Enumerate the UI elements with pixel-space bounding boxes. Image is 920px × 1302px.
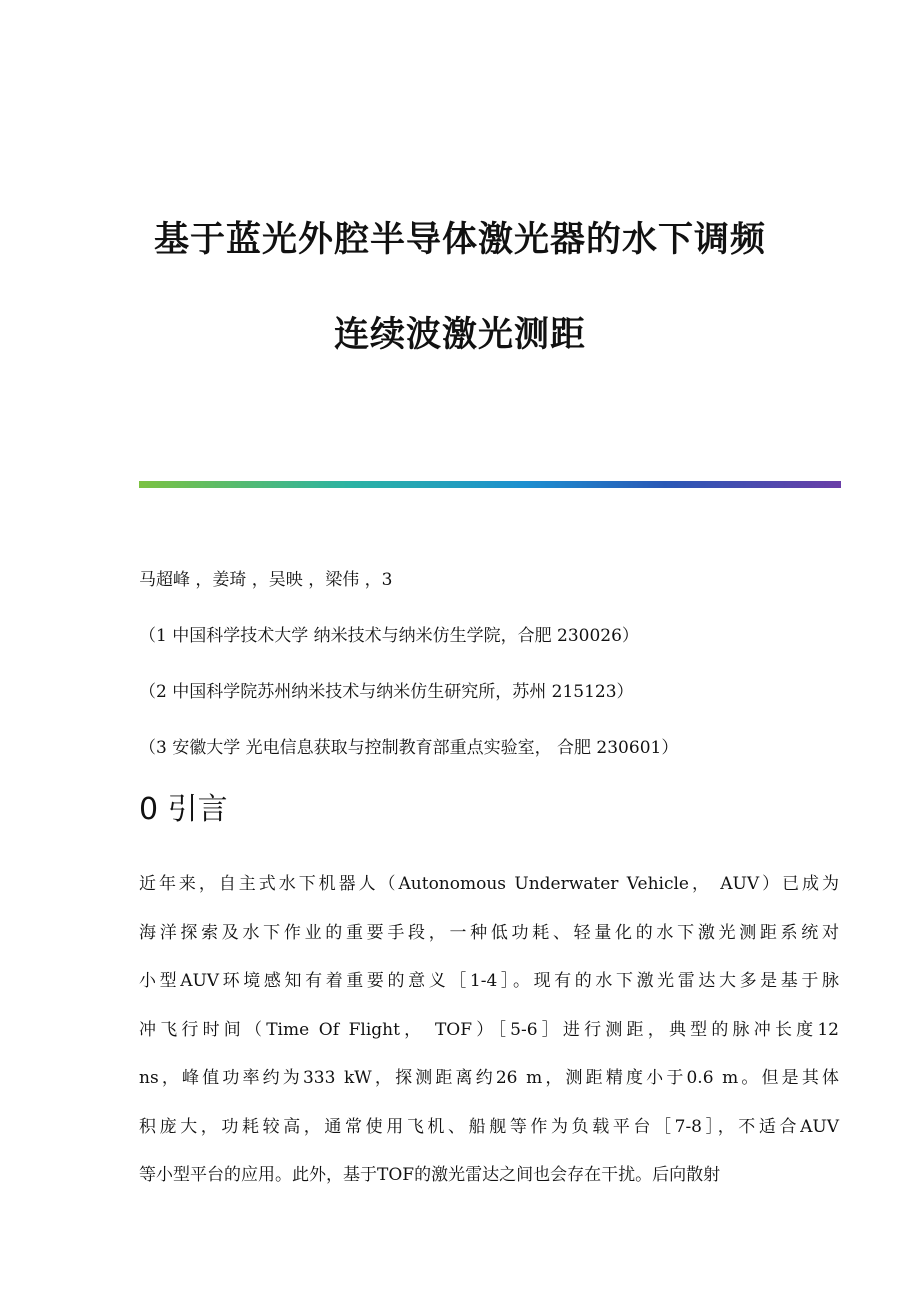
introduction-paragraph bbox=[139, 866, 839, 1206]
affiliation-2: （2 中国科学院苏州纳米技术与纳米仿生研究所，苏州 215123） bbox=[139, 682, 634, 702]
paragraph-line: 海洋探索及水下作业的重要手段，一种低功耗、轻量化的水下激光测距系统对 bbox=[139, 922, 839, 943]
paragraph-line: 等小型平台的应用。此外，基于TOF的激光雷达之间也会存在干扰。后向散射 bbox=[139, 1165, 721, 1185]
paragraph-line: 积庞大，功耗较高，通常使用飞机、船舰等作为负载平台［7-8］，不适合AUV bbox=[139, 1116, 839, 1137]
paper-title-line-1: 基于蓝光外腔半导体激光器的水下调频 bbox=[153, 220, 766, 260]
paragraph-line: ns，峰值功率约为333 kW，探测距离约26 m，测距精度小于0.6 m。但是其体 bbox=[139, 1068, 839, 1088]
paragraph-line: 近年来，自主式水下机器人（Autonomous Underwater Vehicle， AUV）已成为 bbox=[139, 874, 839, 894]
author-list: 马超峰 ，姜琦 ，吴映 ，梁伟 ，3 bbox=[139, 570, 393, 590]
paragraph-line: 冲飞行时间（Time Of Flight， TOF）［5-6］进行测距，典型的脉冲长度12 bbox=[139, 1019, 839, 1040]
paragraph-line: 小型AUV环境感知有着重要的意义［1-4］。现有的水下激光雷达大多是基于脉 bbox=[139, 971, 839, 991]
affiliation-1: （1 中国科学技术大学 纳米技术与纳米仿生学院，合肥 230026） bbox=[139, 626, 639, 646]
title-divider bbox=[139, 481, 841, 488]
affiliation-3: （3 安徽大学 光电信息获取与控制教育部重点实验室， 合肥 230601） bbox=[139, 738, 679, 758]
section-heading-introduction: 0 引言 bbox=[139, 792, 228, 827]
paper-title-line-2: 连续波激光测距 bbox=[333, 315, 586, 355]
